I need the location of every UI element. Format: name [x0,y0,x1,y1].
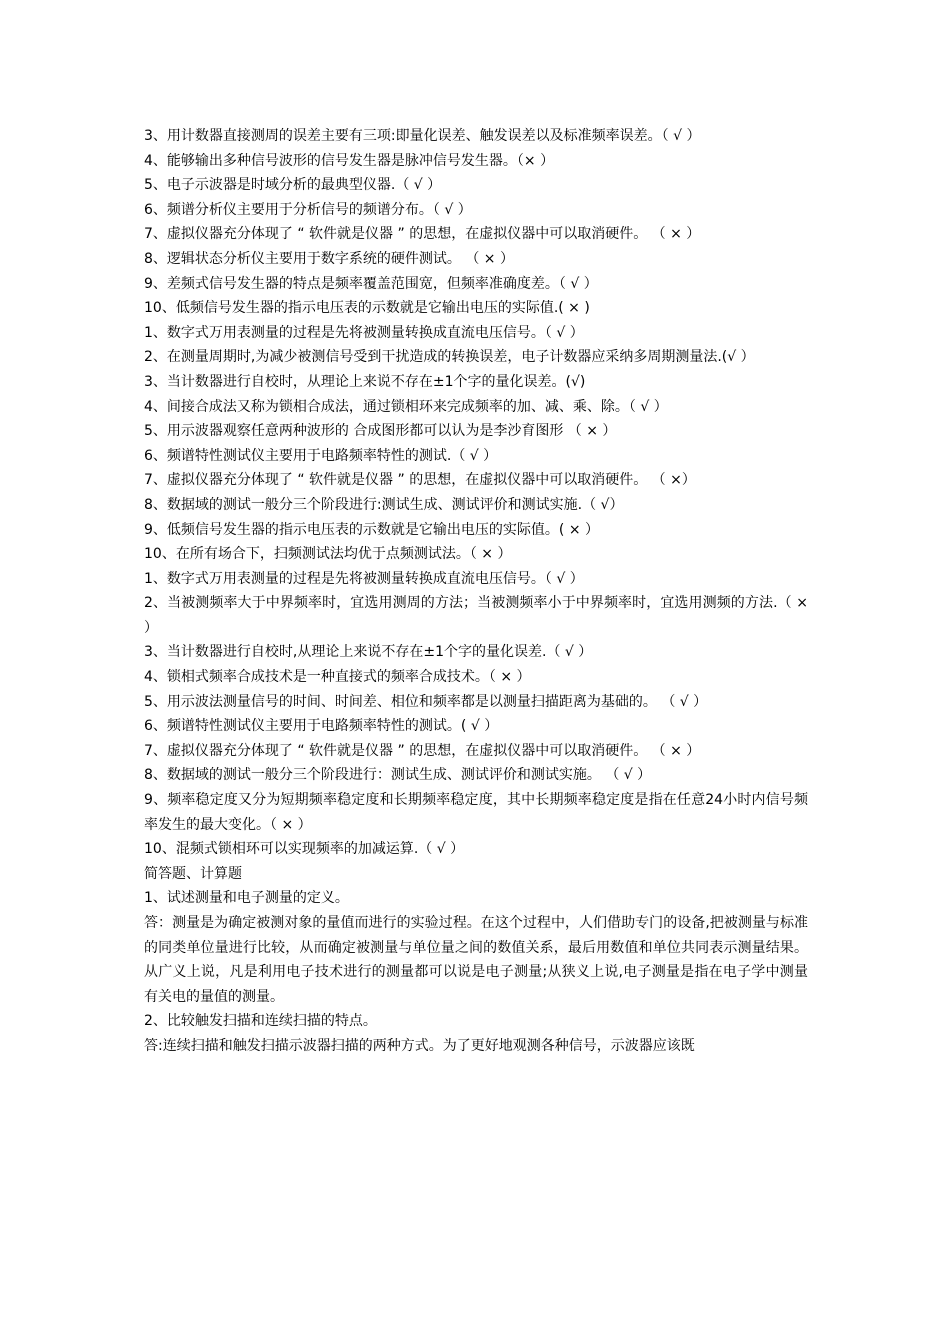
text-line: 1、数字式万用表测量的过程是先将被测量转换成直流电压信号。（ √ ） [144,324,584,341]
text-line: 9、低频信号发生器的指示电压表的示数就是它输出电压的实际值。( × ） [144,521,599,538]
text-line: 5、用示波器观察任意两种波形的 合成图形都可以认为是李沙育图形 （ × ） [144,423,617,440]
text-line: 3、当计数器进行自校时，从理论上来说不存在±1个字的量化误差。(√) [144,373,586,390]
text-line: 8、数据域的测试一般分三个阶段进行：测试生成、测试评价和测试实施。 （ √ ） [144,767,652,784]
section-heading: 简答题、计算题 [144,865,242,882]
text-line: 10、低频信号发生器的指示电压表的示数就是它输出电压的实际值.( × ) [144,300,590,317]
text-line: 4、间接合成法又称为锁相合成法，通过锁相环来完成频率的加、减、乘、除。（ √ ） [144,398,668,415]
text-line: 6、频谱分析仪主要用于分析信号的频谱分布。（ √ ） [144,201,472,218]
text-line: 7、虚拟仪器充分体现了 “ 软件就是仪器 ” 的思想，在虚拟仪器中可以取消硬件。 （ × ） [144,742,701,759]
text-line: 3、当计数器进行自校时,从理论上来说不存在±1个字的量化误差.（ √ ） [144,644,593,661]
question-line: 2、比较触发扫描和连续扫描的特点。 [144,1013,377,1030]
text-line: 4、锁相式频率合成技术是一种直接式的频率合成技术。（ × ） [144,669,531,686]
text-line: 10、在所有场合下，扫频测试法均优于点频测试法。（ × ） [144,546,512,563]
answer-paragraph: 答:连续扫描和触发扫描示波器扫描的两种方式。为了更好地观测各种信号，示波器应该既 [144,1037,695,1054]
text-line: 6、频谱特性测试仪主要用于电路频率特性的测试。( √ ） [144,718,499,735]
text-line: 5、用示波法测量信号的时间、时间差、相位和频率都是以测量扫描距离为基础的。 （ √ ） [144,693,708,710]
text-line: 1、数字式万用表测量的过程是先将被测量转换成直流电压信号。（ √ ） [144,570,584,587]
question-line: 1、试述测量和电子测量的定义。 [144,890,349,907]
text-line: 2、在测量周期时,为减少被测信号受到干扰造成的转换误差，电子计数器应采纳多周期测量法.(√ ） [144,349,755,366]
text-line: 9、差频式信号发生器的特点是频率覆盖范围宽，但频率准确度差。（ √ ） [144,275,598,292]
text-line: 3、用计数器直接测周的误差主要有三项:即量化误差、触发误差以及标准频率误差。（ √ ） [144,128,701,144]
text-line: 8、逻辑状态分析仪主要用于数字系统的硬件测试。 （ × ） [144,250,514,267]
answer-paragraph: 答：测量是为确定被测对象的量值而进行的实验过程。在这个过程中，人们借助专门的设备,把被测量与标准的同类单位量进行比较，从而确定被测量与单位量之间的数值关系，最后用数值和单位共同表示测量结果。从广义上说，凡是利用电子技术进行的测量都可以说是电子测量;从狭义上说,电子测量是指在电子学中测量有关电的量值的测量。 [144,915,808,1005]
text-line: 7、虚拟仪器充分体现了 “ 软件就是仪器 ” 的思想，在虚拟仪器中可以取消硬件。 （ × ） [144,226,701,243]
text-line: 4、能够输出多种信号波形的信号发生器是脉冲信号发生器。（× ） [144,152,555,169]
text-line: 2、当被测频率大于中界频率时，宜选用测周的方法；当被测频率小于中界频率时，宜选用测频的方法.（ × ） [144,595,808,636]
text-line: 9、频率稳定度又分为短期频率稳定度和长期频率稳定度，其中长期频率稳定度是指在任意24小时内信号频率发生的最大变化。（ × ） [144,792,808,833]
text-line: 5、电子示波器是时域分析的最典型仪器.（ √ ） [144,177,442,194]
text-line: 7、虚拟仪器充分体现了 “ 软件就是仪器 ” 的思想，在虚拟仪器中可以取消硬件。 （ ×） [144,472,696,489]
text-line: 6、频谱特性测试仪主要用于电路频率特性的测试.（ √ ） [144,447,498,464]
text-line: 10、混频式锁相环可以实现频率的加减运算.（ √ ） [144,841,465,858]
text-line: 8、数据域的测试一般分三个阶段进行:测试生成、测试评价和测试实施.（ √） [144,496,624,513]
document-body [144,124,808,1059]
